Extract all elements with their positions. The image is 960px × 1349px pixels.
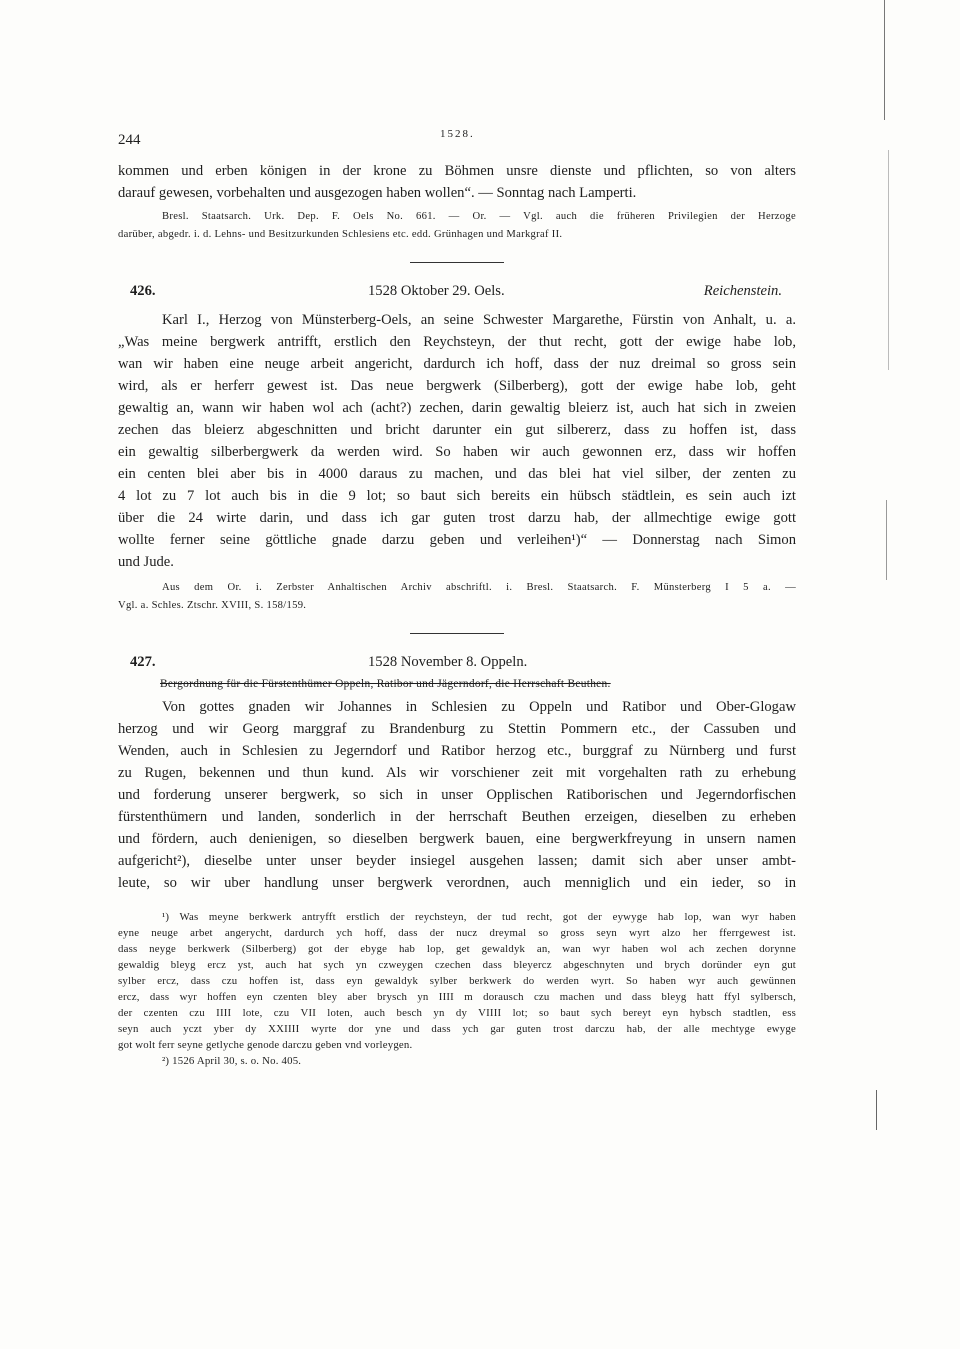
text-line: gewaltig an, wann wir haben wol ach (acht?) zechen, darin gewaltig bleierz ist, auch hat sich in zweien [118, 400, 796, 416]
text-line: darauf gewesen, vorbehalten und ausgezogen haben wollen“. — Sonntag nach Lamperti. [118, 185, 637, 201]
document-427-heading [118, 654, 796, 678]
continuation-text [118, 160, 796, 204]
footnote-line: got wolt ferr seyne getlyche genode darczu geben vnd vorleygen. [118, 1039, 413, 1051]
footnote-line: dass neyge berkwerk (Silberberg) got der ebyge hab lop, get gewaldyk an, wan wyr haben wol ach zechen dorynne [118, 943, 796, 955]
text-line: leute, so wir uber handlung unser bergwerk verordnen, auch menniglich und ein ieder, so in [118, 875, 796, 891]
scan-edge-line [886, 500, 887, 580]
document-number: 427. [130, 654, 156, 670]
text-line: Von gottes gnaden wir Johannes in Schlesien zu Oppeln und Ratibor und Ober-Glogaw [162, 699, 796, 715]
text-line: über die 24 wirte darin, und dass ich gar guten trost darzu hab, der allmechtige ewige gott [118, 510, 796, 526]
footnotes [118, 909, 796, 1069]
text-line: und forderung unserer bergwerk, so sich in unser Opplischen Ratiborischen und Jegerndorfischen [118, 787, 796, 803]
text-line: „Was meine bergwerk antrifft, erstlich den Reychsteyn, der thut recht, gott der ewige habe lob, [118, 334, 796, 350]
document-number: 426. [130, 283, 156, 299]
text-line: ein gewaltig silberbergwerk da werden wird. So haben wir auch gewonnen erz, dass wir hoffen [118, 444, 796, 460]
footnote-line: ercz, dass wyr hoffen eyn czenten bley aber brysch yn IIII m dorausch czu machen und dass bleyg hatt ffyl sylbersch, [118, 991, 796, 1003]
document-date: 1528 November 8. Oppeln. [368, 654, 528, 670]
document-place: Reichenstein. [703, 283, 782, 299]
text-line: wollte ferner seine göttliche gnade darzu geben und verleihen¹)“ — Donnerstag nach Simon [118, 532, 796, 548]
footnote-line: gewaldig bleyg ercz yst, auch hat sych yn czweygen czechen dass bleyercz abgeschnyten und brych doründer eyn gut [118, 959, 796, 971]
text-line: zechen das bleierz abgeschnitten und bricht darunter ein gut silbererz, dass zu hoffen ist, dass [118, 422, 796, 438]
text-line: aufgericht²), dieselbe unter unser beyder insiegel ausgehen lassen; damit sich aber unser ambt- [118, 853, 796, 869]
source-note [118, 208, 796, 244]
footnote-line: sylber ercz, dass czu hoffen ist, dass eyn gewaldyk sylber berkwerk do werden wyrt. So haben wyr auch gewünnen [118, 975, 796, 987]
source-line: Bresl. Staatsarch. Urk. Dep. F. Oels No. 661. — Or. — Vgl. auch die früheren Privilegien der Herzoge [162, 211, 796, 222]
page-number: 244 [118, 132, 141, 148]
text-line: Wenden, auch in Schlesien zu Jegerndorf und Ratibor herzog etc., burggraf zu Nürnberg und furst [118, 743, 796, 759]
text-line: ein centen blei aber bis in 4000 daraus zu machen, und das blei hat viel silber, der zenten zu [118, 466, 796, 482]
text-line: kommen und erben königen in der krone zu Böhmen unsre dienste und pflichten, so von alters [118, 163, 796, 179]
scan-edge-line [888, 150, 889, 370]
source-line: Aus dem Or. i. Zerbster Anhaltischen Archiv abschriftl. i. Bresl. Staatsarch. F. Münsterberg I 5 a. — [162, 582, 796, 593]
footnote-separator [118, 904, 796, 905]
text-line: und fördern, auch denienigen, so dieselben bergwerk bauen, eine bergwerkfreyung in unsern namen [118, 831, 796, 847]
footnote-line: eyne neuge arbet angerycht, dardurch ych hoff, dass der nucz dreymal so gross seyn wyrt alzo her fferrgewest ist. [118, 927, 796, 939]
section-divider [410, 633, 504, 634]
document-427-text [118, 696, 796, 894]
text-line: und Jude. [118, 554, 174, 570]
text-line: wan wir haben eine neuge arbeit angericht, dardurch ich hoff, dass der nuz dreimal so gross sein [118, 356, 796, 372]
scan-edge-line [884, 0, 885, 120]
source-line: Vgl. a. Schles. Ztschr. XVIII, S. 158/159. [118, 600, 307, 611]
document-date: 1528 Oktober 29. Oels. [368, 283, 505, 299]
text-line: Karl I., Herzog von Münsterberg-Oels, an seine Schwester Margarethe, Fürstin von Anhalt, u. a. [162, 312, 796, 328]
document-page [118, 128, 796, 1069]
scan-edge-line [876, 1090, 877, 1130]
running-year: 1528. [440, 128, 475, 140]
document-426-heading [118, 283, 796, 307]
page-header [118, 128, 796, 154]
footnote-line: der czenten czu IIII lote, czu VII loten, auch besch yn dy VIIII lot; so baut sych bereyt eyn hybsch stadtlen, ess [118, 1007, 796, 1019]
document-426-text [118, 309, 796, 573]
footnote-line: seyn auch yczt yber dy XXIIII wyrte dor yne und dass ych gar guten trost darczu hab, der alle mechtyge ewyge [118, 1023, 796, 1035]
section-divider [410, 262, 504, 263]
text-line: 4 lot zu 7 lot auch bis in die 9 lot; so baut sich bereits ein hübsch städtlein, es sein auch izt [118, 488, 796, 504]
text-line: fürstenthümern und landen, sonderlich in der herrschaft Beuthen erzeigen, dieselben zu erheben [118, 809, 796, 825]
text-line: wird, als er herferr gewest ist. Das neue bergwerk (Silberberg), gott der ewige habe lob, geht [118, 378, 796, 394]
source-line: darüber, abgedr. i. d. Lehns- und Besitzurkunden Schlesiens etc. edd. Grünhagen und Markgraf II. [118, 229, 563, 240]
text-line: herzog und wir Georg marggraf zu Brandenburg zu Stettin Pommern etc., der Cassuben und [118, 721, 796, 737]
source-note [118, 579, 796, 615]
struck-title: Bergordnung für die Fürstenthümer Oppeln, Ratibor und Jägerndorf, die Herrschaft Beuthen. [160, 678, 611, 690]
text-line: zu Rugen, bekennen und thun kund. Als wir vorschiener zeit mit vorgehalten rath zu erhebung [118, 765, 796, 781]
footnote-line: ²) 1526 April 30, s. o. No. 405. [162, 1055, 302, 1067]
footnote-line: ¹) Was meyne berkwerk antryfft erstlich der reychsteyn, der tud recht, got der eywyge hab lop, wan wyr haben [162, 911, 796, 923]
